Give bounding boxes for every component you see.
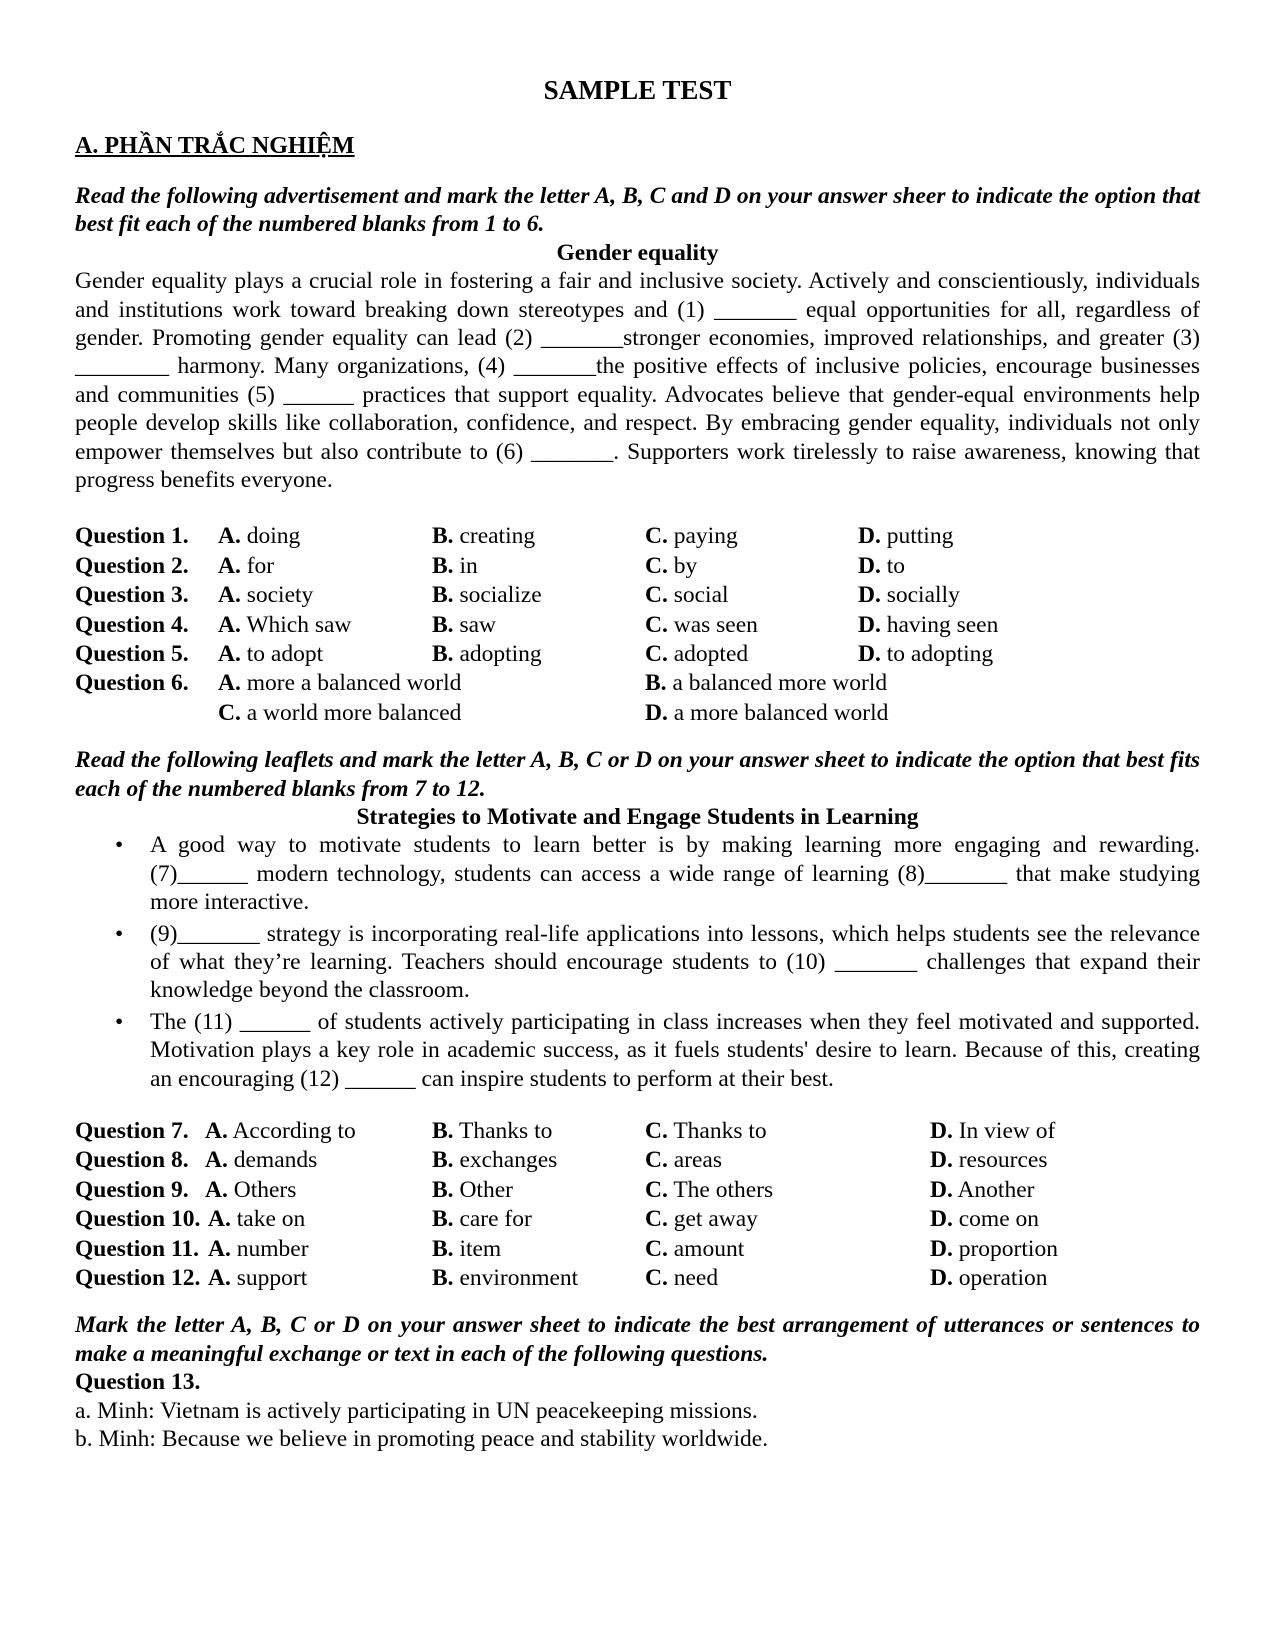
option-d: D. come on — [930, 1206, 1039, 1233]
list-item: • A good way to motivate students to learn better is by making learning more engaging and rewarding. (7)______ modern technology, students can access a wide range of learning (8)_______ that make studying more interactive. — [115, 832, 1200, 916]
question-label: Question 9. — [75, 1176, 189, 1203]
part1-heading: Gender equality — [556, 239, 719, 266]
option-b: B. a balanced more world — [645, 670, 888, 697]
option-b: B. exchanges — [432, 1147, 558, 1174]
part2-questions — [75, 1117, 1200, 1293]
list-item: • (9)_______ strategy is incorporating real-life applications into lessons, which helps students see the relevance of what they’re learning. Teachers should encourage students to (10) _______ challenges that expand their knowledge beyond the classroom. — [115, 920, 1200, 1004]
option-c: C. Thanks to — [645, 1118, 767, 1145]
option-c: C. by — [645, 552, 698, 579]
question-label: Question 4. — [75, 611, 189, 638]
question-13-lines — [75, 1397, 1200, 1454]
option-d: D. to — [858, 552, 906, 579]
option-b: B. saw — [432, 611, 496, 638]
question-row — [75, 1176, 1200, 1205]
question-row — [75, 1264, 1200, 1293]
question-label: Question 11. — [75, 1235, 200, 1262]
question-row — [75, 640, 1200, 669]
option-c: C. get away — [645, 1206, 758, 1233]
question-row — [75, 1235, 1200, 1264]
question-label: Question 8. — [75, 1147, 189, 1174]
question-row — [75, 611, 1200, 640]
question-label: Question 1. — [75, 523, 189, 550]
question-13-label: Question 13. — [75, 1369, 201, 1396]
option-d: D. a more balanced world — [645, 699, 889, 726]
option-c: C. areas — [645, 1147, 722, 1174]
question-label: Question 6. — [75, 670, 189, 697]
question-label: Question 3. — [75, 582, 189, 609]
option-d: D. resources — [930, 1147, 1048, 1174]
option-a: A. for — [218, 552, 275, 579]
option-a: A. support — [208, 1265, 308, 1292]
option-a: A. Which saw — [218, 611, 352, 638]
bullet-icon: • — [115, 1008, 124, 1035]
option-c: C. The others — [645, 1176, 774, 1203]
part3-instruction: Mark the letter A, B, C or D on your answer sheet to indicate the best arrangement of utterances or sentences to make a meaningful exchange or text in each of the following questions. — [75, 1312, 1200, 1367]
option-c: C. adopted — [645, 641, 749, 668]
option-c: C. amount — [645, 1235, 745, 1262]
option-a: A. to adopt — [218, 641, 324, 668]
section-heading: A. PHẦN TRẮC NGHIỆM — [75, 133, 355, 159]
option-b: B. Thanks to — [432, 1118, 553, 1145]
option-a: A. According to — [205, 1118, 356, 1145]
option-d: D. operation — [930, 1265, 1048, 1292]
bullet-icon: • — [115, 832, 124, 859]
list-item: • The (11) ______ of students actively participating in class increases when they feel motivated and supported. Motivation plays a key role in academic success, as it fuels students' desire to learn. Because of this, creating an encouraging (12) ______ can inspire students to perform at their best. — [115, 1008, 1200, 1092]
list-item: b. Minh: Because we believe in promoting peace and stability worldwide. — [75, 1426, 769, 1453]
option-b: B. socialize — [432, 582, 542, 609]
question-row — [75, 699, 1200, 728]
test-page — [75, 70, 1200, 1453]
option-b: B. adopting — [432, 641, 542, 668]
option-b: B. creating — [432, 523, 536, 550]
option-c: C. social — [645, 582, 729, 609]
question-label: Question 12. — [75, 1265, 201, 1292]
option-b: B. Other — [432, 1176, 513, 1203]
option-a: A. Others — [205, 1176, 297, 1203]
option-d: D. In view of — [930, 1118, 1056, 1145]
option-a: A. more a balanced world — [218, 670, 462, 697]
question-row — [75, 1146, 1200, 1175]
part1-questions — [75, 522, 1200, 728]
option-c: C. a world more balanced — [218, 699, 462, 726]
question-label: Question 10. — [75, 1206, 201, 1233]
part1-instruction: Read the following advertisement and mark the letter A, B, C and D on your answer sheer to indicate the option that best fit each of the numbered blanks from 1 to 6. — [75, 183, 1200, 238]
part2-instruction: Read the following leaflets and mark the letter A, B, C or D on your answer sheet to indicate the option that best fits each of the numbered blanks from 7 to 12. — [75, 747, 1200, 802]
question-label: Question 5. — [75, 641, 189, 668]
question-row — [75, 1205, 1200, 1234]
option-a: A. number — [208, 1235, 309, 1262]
option-d: D. putting — [858, 523, 954, 550]
option-b: B. care for — [432, 1206, 532, 1233]
option-d: D. having seen — [858, 611, 999, 638]
option-c: C. paying — [645, 523, 738, 550]
option-b: B. item — [432, 1235, 502, 1262]
option-b: B. environment — [432, 1265, 579, 1292]
page-title: SAMPLE TEST — [543, 75, 732, 105]
part1-passage: Gender equality plays a crucial role in fostering a fair and inclusive society. Actively and conscientiously, individuals and institutions work toward breaking down stereotypes and (1) _______ equal opportunities for all, regardless of gender. Promoting gender equality can lead (2) _______stronger economies, improved relationships, and greater (3) ________ harmony. Many organizations, (4) _______the positive effects of inclusive policies, encourage businesses and communities (5) ______ practices that support equality. Advocates believe that gender-equal environments help people develop skills like collaboration, confidence, and respect. By embracing gender equality, individuals not only empower themselves but also contribute to (6) _______. Supporters work tirelessly to raise awareness, knowing that progress benefits everyone. — [75, 268, 1200, 494]
option-a: A. doing — [218, 523, 301, 550]
option-d: D. to adopting — [858, 641, 994, 668]
option-c: C. was seen — [645, 611, 758, 638]
option-d: D. Another — [930, 1176, 1035, 1203]
question-row — [75, 1117, 1200, 1146]
question-label: Question 7. — [75, 1118, 189, 1145]
part2-bullet-list — [75, 831, 1200, 1093]
option-b: B. in — [432, 552, 478, 579]
question-row — [75, 552, 1200, 581]
question-row — [75, 522, 1200, 551]
question-label: Question 2. — [75, 552, 189, 579]
part2-heading: Strategies to Motivate and Engage Students in Learning — [356, 804, 919, 831]
bullet-icon: • — [115, 920, 124, 947]
list-item: a. Minh: Vietnam is actively participating in UN peacekeeping missions. — [75, 1397, 758, 1424]
option-c: C. need — [645, 1265, 719, 1292]
option-d: D. socially — [858, 582, 960, 609]
option-d: D. proportion — [930, 1235, 1058, 1262]
option-a: A. demands — [205, 1147, 318, 1174]
question-row — [75, 581, 1200, 610]
option-a: A. society — [218, 582, 314, 609]
question-row — [75, 669, 1200, 698]
option-a: A. take on — [208, 1206, 306, 1233]
